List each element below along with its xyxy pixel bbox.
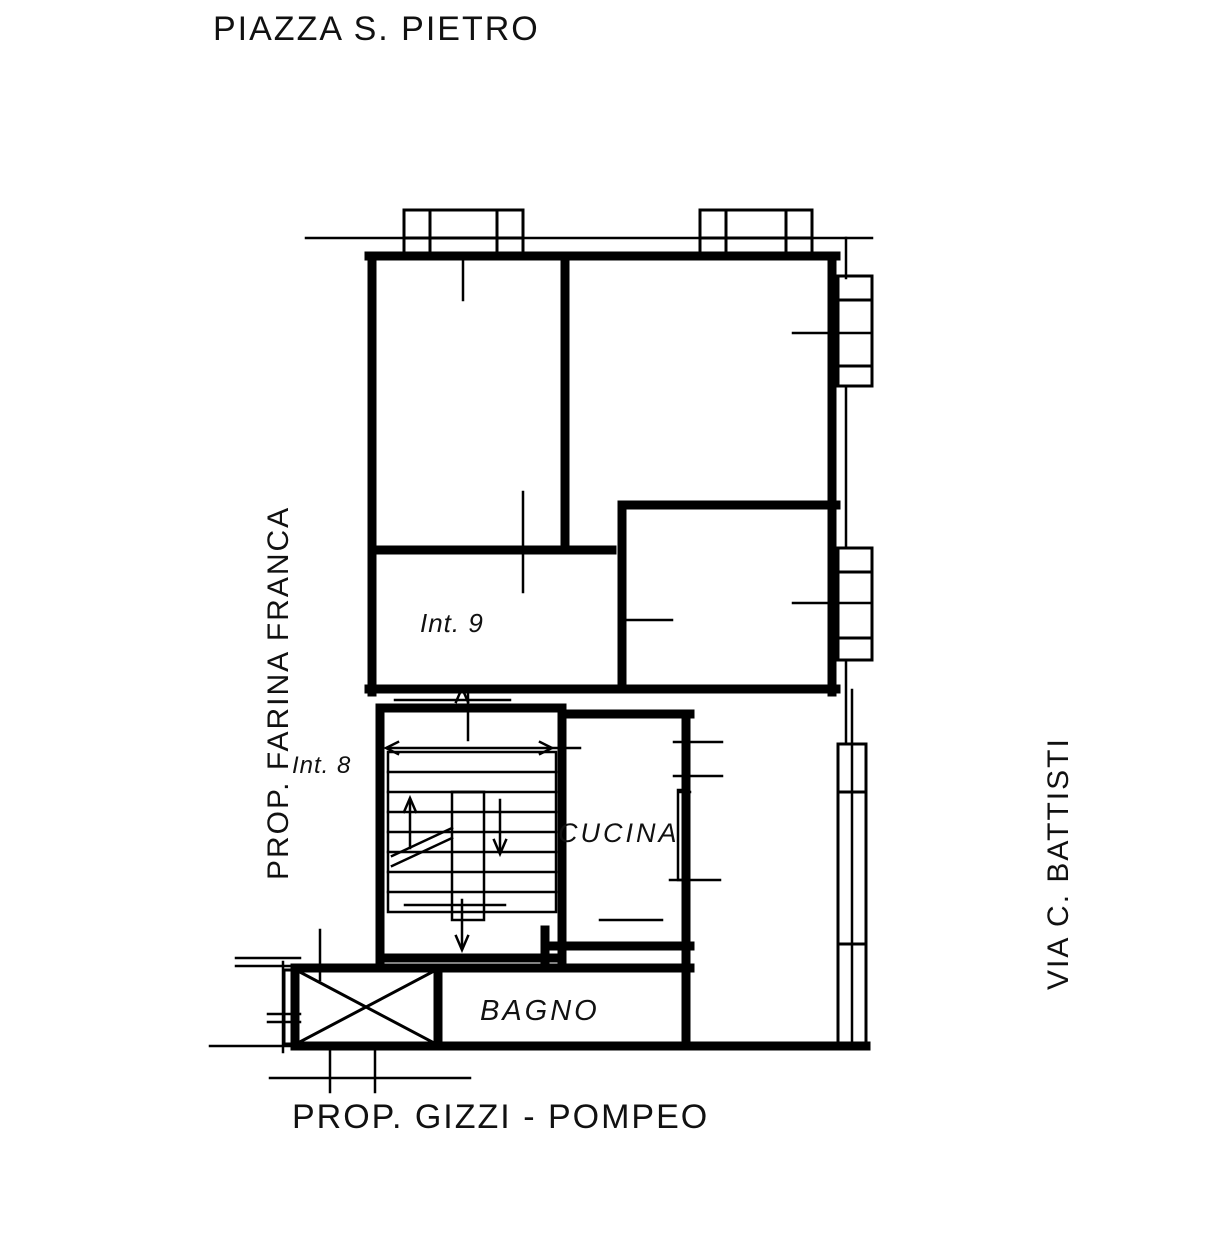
label-right-boundary: VIA C. BATTISTI [1042, 737, 1075, 990]
opening-marks-upper [463, 256, 872, 672]
room-label-int-9: Int. 9 [420, 608, 484, 638]
stairwell-walls [380, 708, 562, 960]
room-label-bagno: BAGNO [480, 995, 600, 1027]
window-top-right [700, 210, 812, 256]
title-top: PIAZZA S. PIETRO [213, 10, 540, 48]
room-label-cucina: CUCINA [558, 818, 680, 848]
reference-lines-right [838, 238, 866, 1046]
void-shaft-box [284, 970, 436, 1044]
window-right-1 [838, 276, 872, 386]
stair-treads [388, 752, 556, 920]
room-label-int-8: Int. 8 [292, 752, 352, 779]
title-bottom: PROP. GIZZI - POMPEO [292, 1098, 710, 1136]
label-left-boundary: PROP. FARINA FRANCA [262, 505, 295, 880]
window-top-left [404, 210, 523, 256]
stair-direction-arrows [404, 798, 506, 854]
